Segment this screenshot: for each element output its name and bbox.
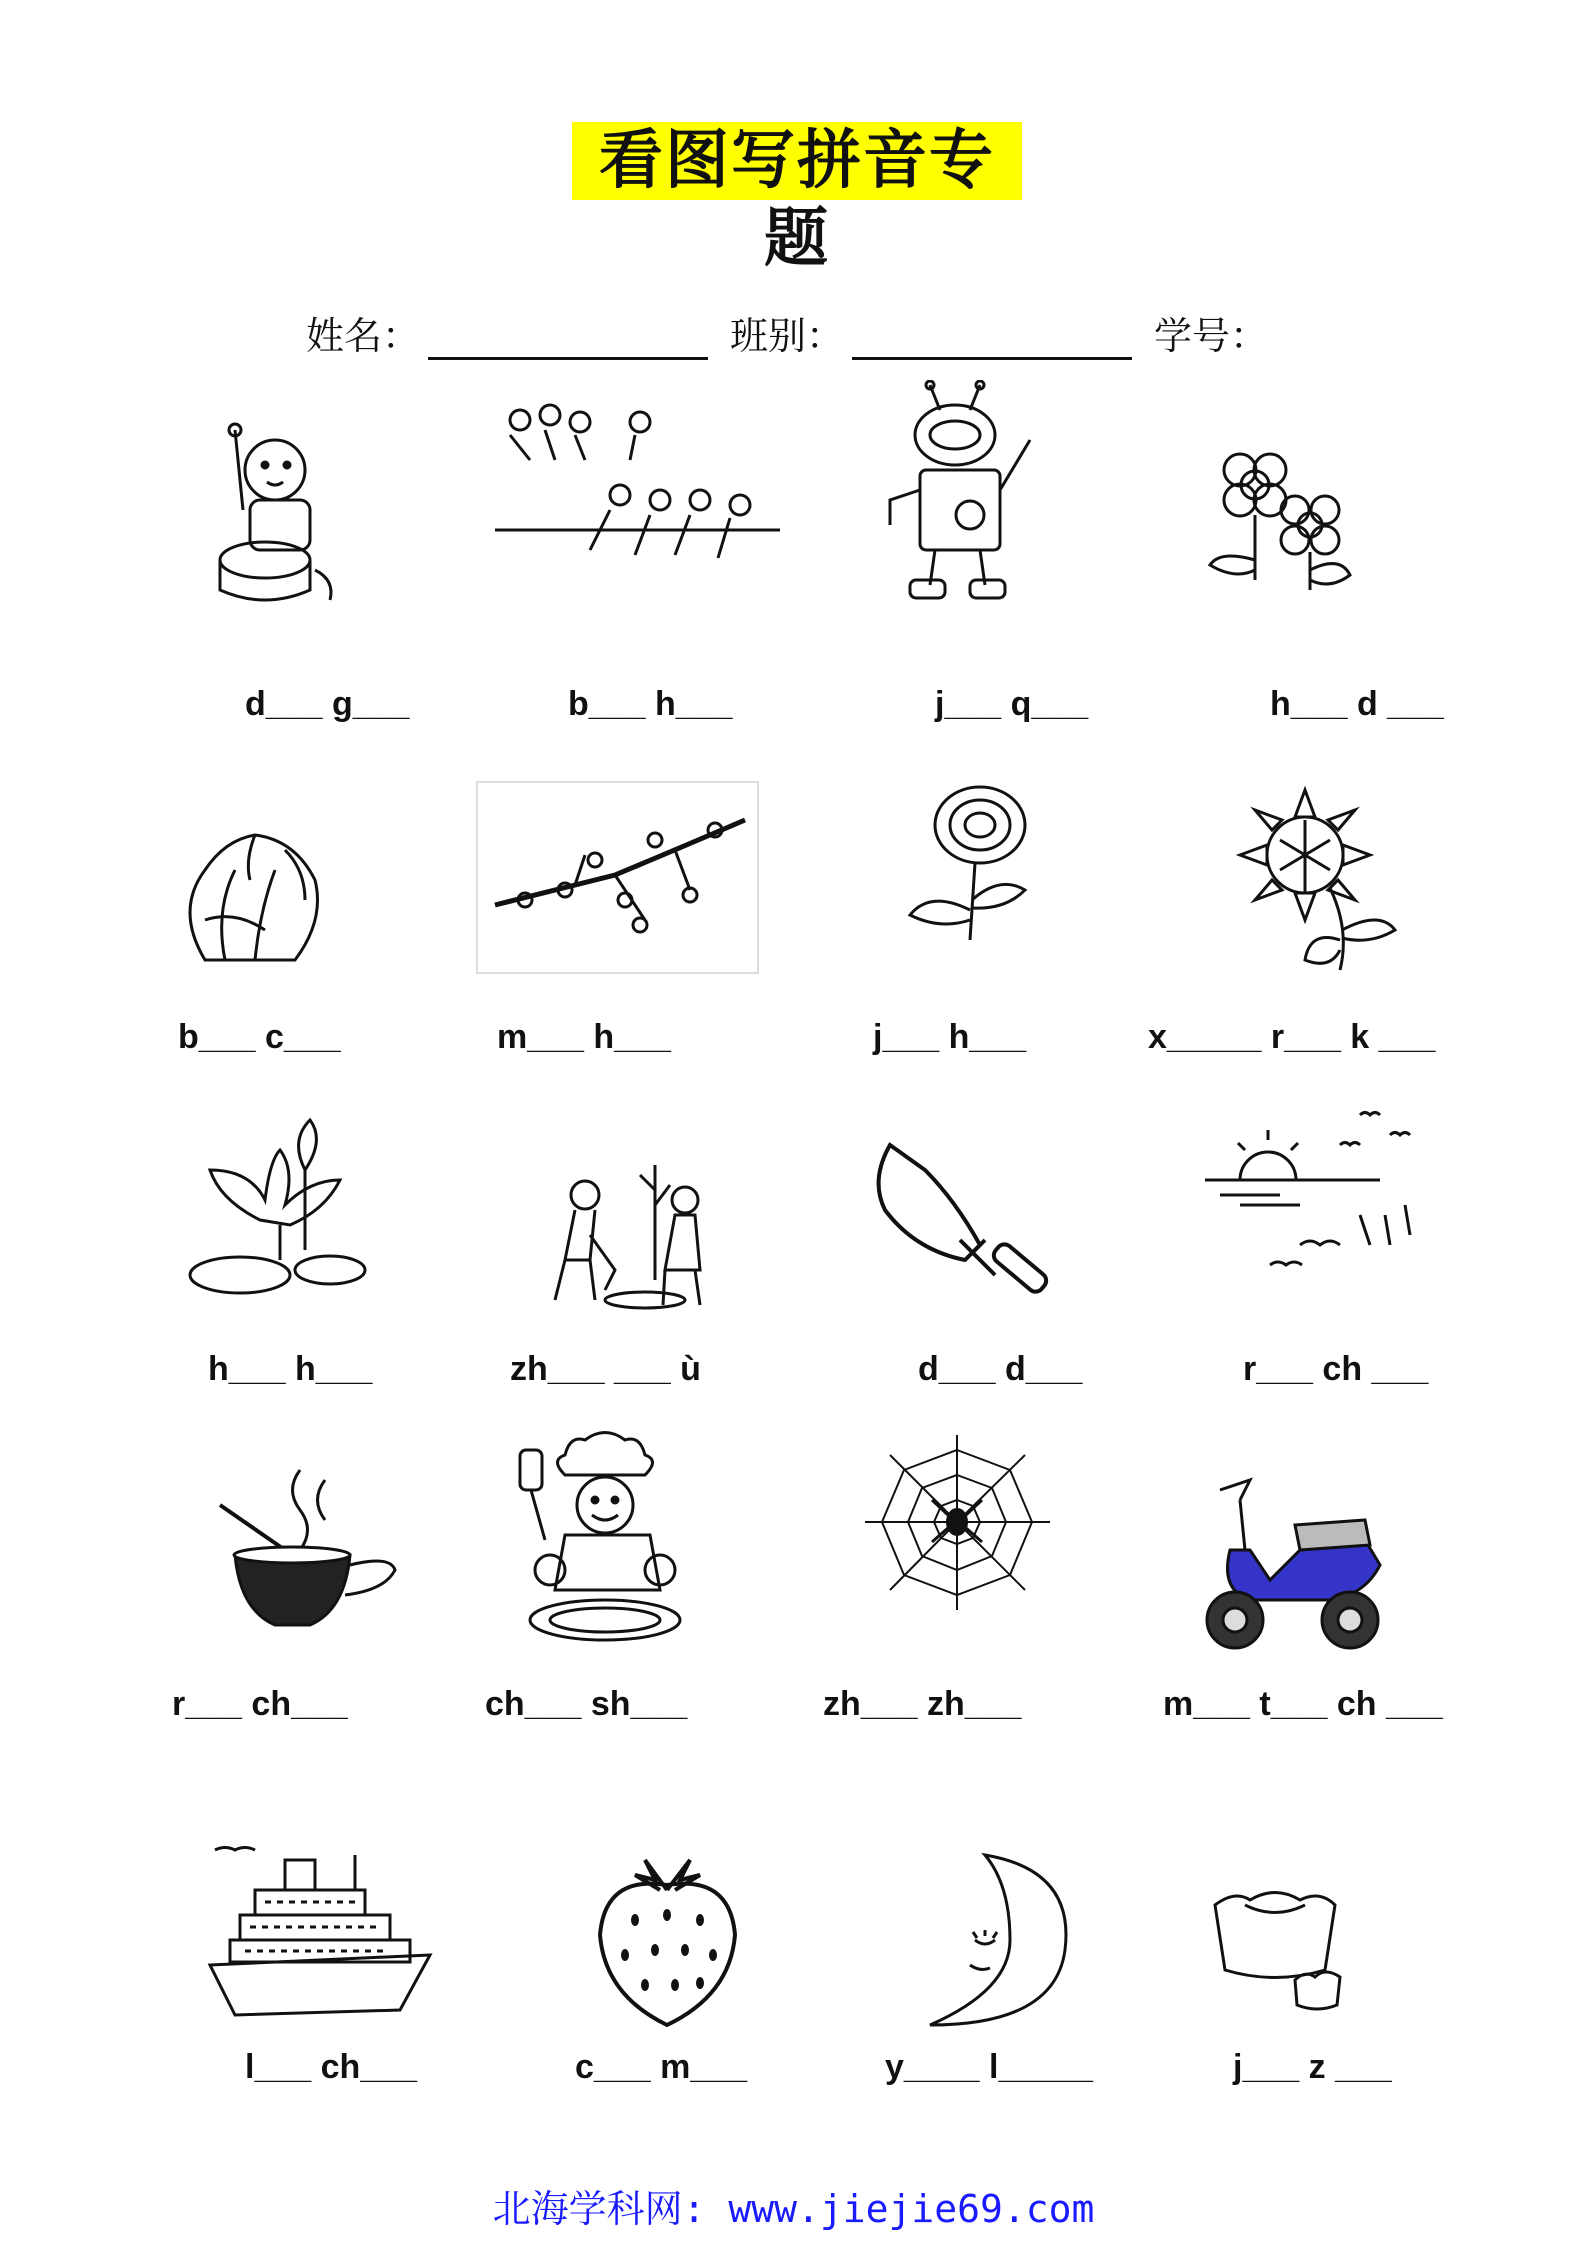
- class-field[interactable]: [852, 313, 1132, 360]
- number-label: 学号：: [1154, 314, 1269, 358]
- name-field[interactable]: [428, 313, 708, 360]
- strawberry-icon: [585, 1845, 750, 2030]
- page-title: 看图写拼音专题: [572, 122, 1022, 200]
- answer-blank[interactable]: l___ ch___: [245, 2048, 418, 2086]
- answer-blank[interactable]: r___ ch___: [172, 1685, 348, 1723]
- ship-icon: [205, 1845, 435, 2025]
- plum-blossom-icon: [475, 780, 760, 975]
- answer-blank[interactable]: zh___ zh___: [823, 1685, 1022, 1723]
- answer-blank[interactable]: m___ t___ ch ___: [1163, 1685, 1443, 1723]
- footer-watermark: 北海学科网: www.jiejie69.com: [492, 2187, 1095, 2231]
- answer-blank[interactable]: ch___ sh___: [485, 1685, 688, 1723]
- sunflower-icon: [1220, 780, 1400, 980]
- tug-of-war-icon: [490, 400, 790, 570]
- answer-blank[interactable]: x_____ r___ k ___: [1148, 1018, 1436, 1056]
- student-info-row: [306, 300, 1268, 360]
- drum-boy-icon: [195, 420, 355, 610]
- tea-cup-icon: [210, 1460, 410, 1640]
- motorcycle-icon: [1190, 1470, 1395, 1655]
- answer-blank[interactable]: b___ c___: [178, 1018, 341, 1056]
- answer-blank[interactable]: m___ h___: [497, 1018, 671, 1056]
- flower-icon: [1200, 440, 1360, 600]
- tree-planting-icon: [535, 1160, 755, 1320]
- sunrise-icon: [1200, 1095, 1430, 1295]
- big-knife-icon: [855, 1140, 1065, 1310]
- answer-blank[interactable]: j___ z ___: [1233, 2048, 1392, 2086]
- answer-blank[interactable]: c___ m___: [575, 2048, 748, 2086]
- answer-blank[interactable]: d___ d___: [918, 1350, 1083, 1388]
- name-label: 姓名：: [306, 314, 421, 358]
- answer-blank[interactable]: j___ q___: [935, 685, 1089, 723]
- class-label: 班别：: [730, 314, 845, 358]
- answer-blank[interactable]: r___ ch ___: [1243, 1350, 1429, 1388]
- answer-blank[interactable]: zh___ ___ ù: [510, 1350, 701, 1388]
- lotus-icon: [180, 1110, 370, 1300]
- answer-blank[interactable]: d___ g___: [245, 685, 410, 723]
- chrysanthemum-icon: [900, 780, 1050, 950]
- answer-blank[interactable]: y____ l_____: [885, 2048, 1093, 2086]
- answer-blank[interactable]: j___ h___: [873, 1018, 1027, 1056]
- moon-icon: [915, 1850, 1075, 2030]
- gold-ingot-icon: [1205, 1885, 1345, 2015]
- robot-icon: [870, 380, 1050, 610]
- answer-blank[interactable]: h___ d ___: [1270, 685, 1444, 723]
- answer-blank[interactable]: h___ h___: [208, 1350, 373, 1388]
- spider-web-icon: [860, 1430, 1055, 1615]
- chef-icon: [510, 1430, 705, 1660]
- cabbage-icon: [165, 820, 335, 980]
- answer-blank[interactable]: b___ h___: [568, 685, 733, 723]
